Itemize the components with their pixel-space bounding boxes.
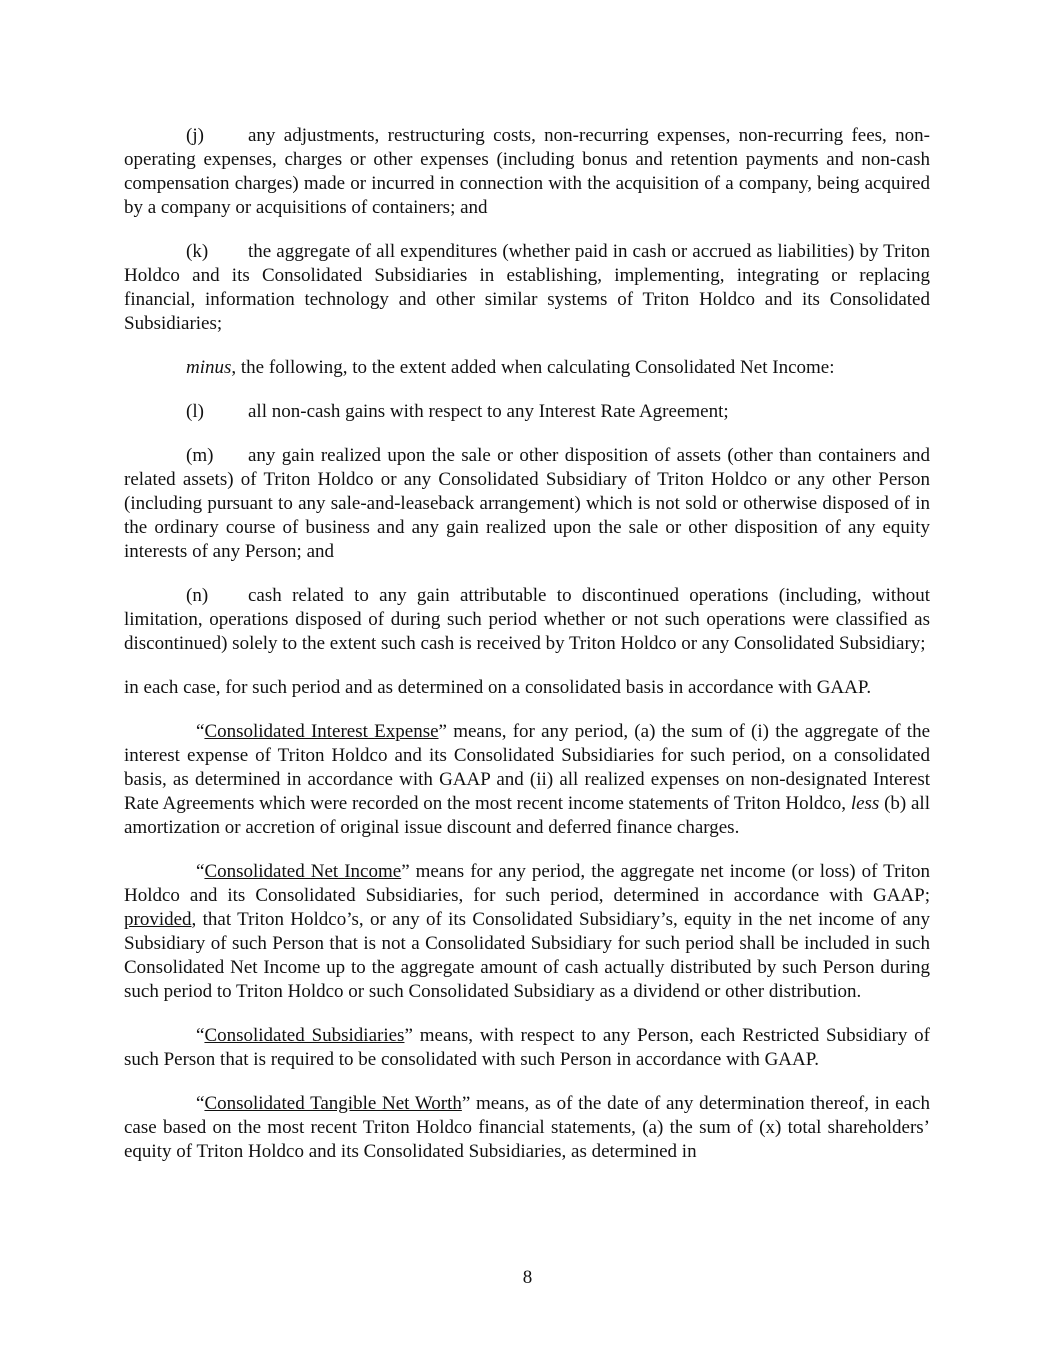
document-body [124, 124, 930, 1184]
definition-text: , that Triton Holdco’s, or any of its Consolidated Subsidiary’s, equity in the net income of any Subsidiary of such Person that is not a Consolidated Subsidiary for such period shall be included in such Consolidated Net Income up to the aggregate amount of cash actually distributed by such Person during such period to Triton Holdco or such Consolidated Subsidiary as a dividend or other distribution. [124, 909, 930, 1002]
clause-label: (l) [186, 401, 204, 422]
definition-text: (b) all amortization or accretion of original issue discount and deferred finance charges. [124, 793, 930, 838]
clause-label: (k) [186, 241, 209, 262]
open-quote: “ [196, 1025, 205, 1046]
definition-text: ” means, for any period, (a) the sum of (i) the aggregate of the interest expense of Triton Holdco and its Consolidated Subsidiaries for such period, on a consolidated basis, as determined in accordance with GAAP and (ii) all realized expenses on non-designated Interest Rate Agreements which were recorded on the most recent income statements of Triton Holdco, [124, 721, 931, 814]
clause-label: (n) [186, 585, 209, 606]
page-number: 8 [522, 1267, 533, 1288]
definition-text: ” means for any period, the aggregate net income (or loss) of Triton Holdco and its Consolidated Subsidiaries, for such period, determined in accordance with GAAP; [124, 861, 930, 906]
definition-consolidated-subsidiaries [124, 1024, 930, 1072]
clause-l [124, 400, 930, 424]
clause-label: (m) [186, 445, 214, 466]
clause-text: the aggregate of all expenditures (whether paid in cash or accrued as liabilities) by Triton Holdco and its Consolidated Subsidiaries in establishing, implementing, integrating or replacing financial, information technology and other similar systems of Triton Holdco and its Consolidated Subsidiaries; [124, 241, 930, 334]
clause-text: cash related to any gain attributable to discontinued operations (including, without limitation, operations disposed of during such period whether or not such operations were classified as discontinued) solely to the extent such cash is received by Triton Holdco or any Consolidated Subsidiary; [124, 585, 930, 654]
clause-text: all non-cash gains with respect to any Interest Rate Agreement; [248, 401, 729, 422]
minus-word: minus [186, 357, 232, 378]
defined-term: Consolidated Tangible Net Worth [204, 1093, 462, 1114]
clause-n [124, 584, 930, 656]
definition-text: ” means, as of the date of any determination thereof, in each case based on the most recent Triton Holdco financial statements, (a) the sum of (x) total shareholders’ equity of Triton Holdco and its Consolidated Subsidiaries, as determined in [124, 1093, 930, 1162]
definition-consolidated-net-income [124, 860, 930, 1004]
clause-text: any adjustments, restructuring costs, non-recurring expenses, non-recurring fees, non-operating expenses, charges or other expenses (including bonus and retention payments and non-cash compensation charges) made or incurred in connection with the acquisition of a company, being acquired by a company or acquisitions of containers; and [124, 125, 930, 218]
defined-term: Consolidated Subsidiaries [204, 1025, 405, 1046]
defined-term: Consolidated Interest Expense [204, 721, 439, 742]
clause-j [124, 124, 930, 220]
in-each-case-paragraph: in each case, for such period and as determined on a consolidated basis in accordance with GAAP. [124, 677, 872, 698]
clause-k [124, 240, 930, 336]
open-quote: “ [196, 1093, 205, 1114]
open-quote: “ [196, 861, 205, 882]
minus-paragraph [186, 356, 930, 380]
clause-label: (j) [186, 125, 204, 146]
clause-text: any gain realized upon the sale or other disposition of assets (other than containers and related assets) of Triton Holdco or any Consolidated Subsidiary of Triton Holdco or any other Person (including pursuant to any sale-and-leaseback arrangement) which is not sold or otherwise disposed of in the ordinary course of business and any gain realized upon the sale or other disposition of any equity interests of any Person; and [124, 445, 930, 562]
open-quote: “ [196, 721, 205, 742]
definition-consolidated-tangible-net-worth [124, 1092, 930, 1164]
minus-text: , the following, to the extent added when calculating Consolidated Net Income: [231, 357, 835, 378]
definition-text: ” means, with respect to any Person, each Restricted Subsidiary of such Person that is required to be consolidated with such Person in accordance with GAAP. [124, 1025, 931, 1070]
defined-term: Consolidated Net Income [204, 861, 402, 882]
italic-less: less [850, 793, 880, 814]
clause-m [124, 444, 930, 564]
definition-consolidated-interest-expense [124, 720, 930, 840]
underlined-provided: provided [124, 909, 192, 930]
